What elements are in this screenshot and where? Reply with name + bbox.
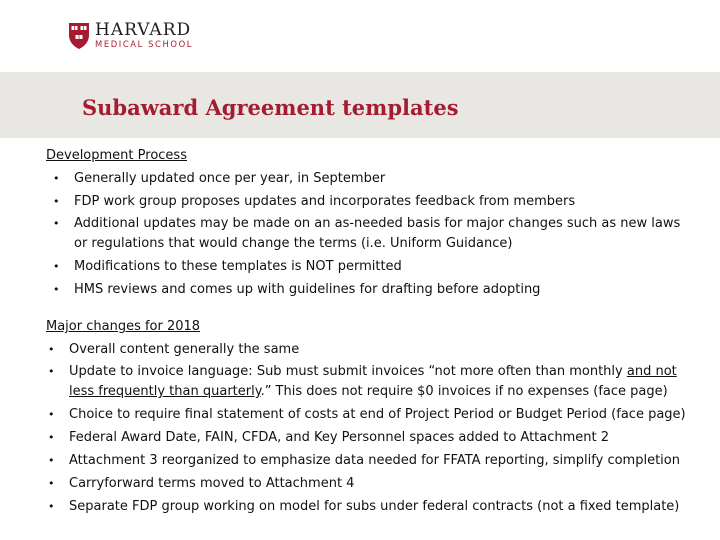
logo-wordmark: HARVARD bbox=[95, 20, 192, 40]
invoice-text-underlined: and not less frequently than quarterly bbox=[69, 364, 677, 399]
major-changes-heading: Major changes for 2018 bbox=[46, 319, 201, 334]
list-item: • Attachment 3 reorganized to emphasize data needed for FFATA reporting, simplify completion bbox=[46, 449, 696, 472]
list-item: • Additional updates may be made on an as-needed basis for major changes such as new laws or regulations that would change the terms (i.e. Uniform Guidance) bbox=[46, 214, 696, 254]
list-item: • Overall content generally the same bbox=[46, 338, 696, 361]
header-bar bbox=[0, 0, 720, 72]
list-item: • Generally updated once per year, in September bbox=[46, 167, 696, 190]
list-item: • Federal Award Date, FAIN, CFDA, and Key Personnel spaces added to Attachment 2 bbox=[46, 426, 696, 449]
slide-body bbox=[46, 144, 696, 518]
invoice-text-start: Update to invoice language: Sub must submit invoices “not more often than monthly bbox=[69, 364, 627, 379]
list-item: • FDP work group proposes updates and incorporates feedback from members bbox=[46, 190, 696, 213]
logo-subtitle: MEDICAL SCHOOL bbox=[95, 39, 194, 49]
list-item: • Modifications to these templates is NOT permitted bbox=[46, 255, 696, 278]
list-item: • HMS reviews and comes up with guidelines for drafting before adopting bbox=[46, 278, 696, 301]
invoice-text-end: .” This does not require $0 invoices if no expenses (face page) bbox=[260, 384, 668, 399]
development-process-heading: Development Process bbox=[46, 148, 187, 163]
development-process-list bbox=[46, 167, 696, 301]
major-changes-list bbox=[46, 338, 696, 518]
harvard-shield-icon bbox=[68, 22, 90, 50]
harvard-medical-school-logo bbox=[68, 21, 193, 50]
page-title: Subaward Agreement templates bbox=[82, 95, 459, 120]
list-item: • Choice to require final statement of costs at end of Project Period or Budget Period (face page) bbox=[46, 403, 696, 426]
list-item-invoice-language bbox=[46, 362, 696, 402]
list-item: • Separate FDP group working on model for subs under federal contracts (not a fixed template) bbox=[46, 495, 696, 518]
list-item: • Carryforward terms moved to Attachment 4 bbox=[46, 472, 696, 495]
